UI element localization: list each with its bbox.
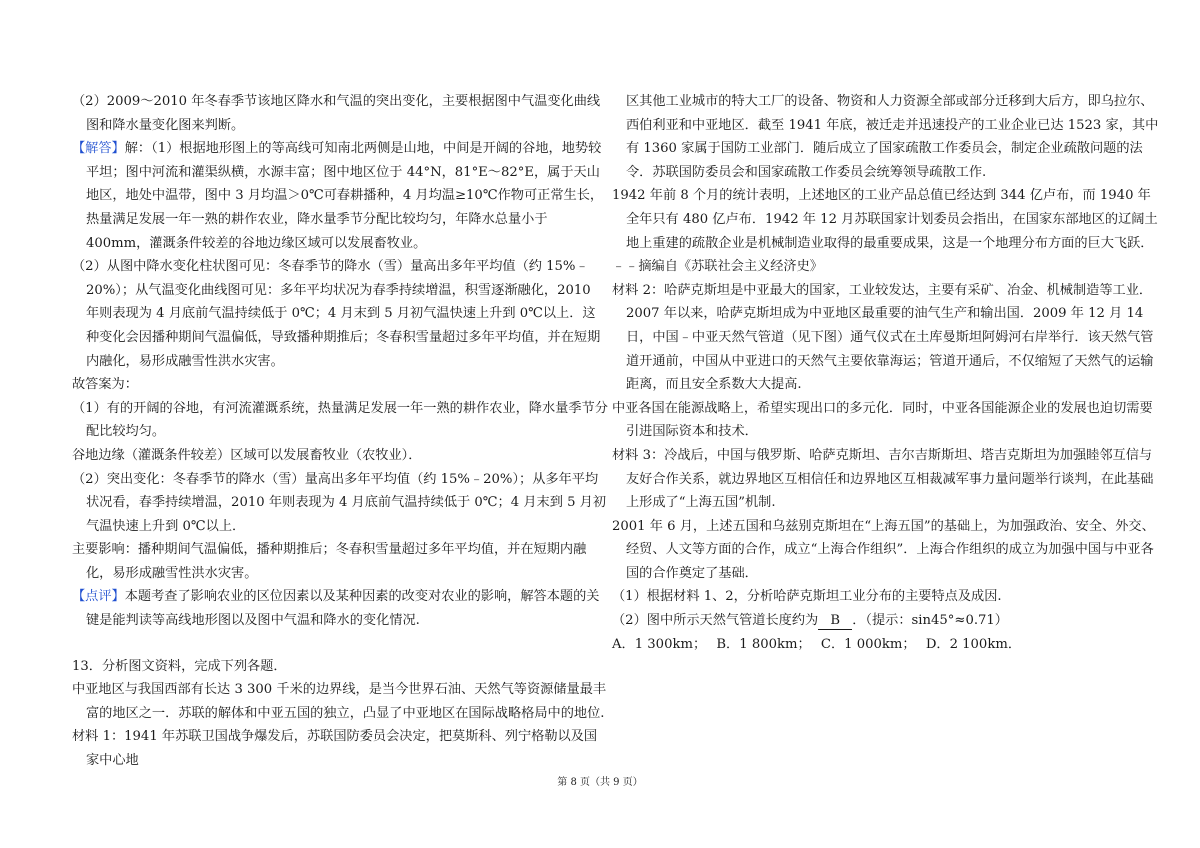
question-2-hint: ．（提示：sin45°≈0.71）	[852, 613, 1008, 629]
comment-text: 本题考查了影响农业的区位因素以及某种因素的改变对农业的影响，解答本题的关键是能判读等高线地形图以及图中气温和降水的变化情况.	[86, 589, 600, 629]
right-column	[612, 90, 1160, 656]
option-c: C．1 000km；	[820, 636, 916, 652]
question-1: （1）根据材料 1、2，分析哈萨克斯坦工业分布的主要特点及成因.	[612, 589, 1002, 605]
source-citation: ﹣﹣摘编自《苏联社会主义经济史》	[612, 259, 823, 275]
comment-tag: 【点评】	[72, 589, 125, 605]
option-d: D．2 100km．	[925, 636, 1022, 652]
answer-options	[612, 633, 1160, 657]
answer-2: （2）突出变化：冬春季节的降水（雪）量高出多年平均值（约 15%﹣20%）；从多年平均状况看，春季持续增温，2010 年则表现为 4 月底前气温持续低于 0℃；4 月末到 5 月初气温快速上升到 0℃以上．	[72, 471, 607, 534]
answer-part-2: （2）从图中降水变化柱状图可见：冬春季节的降水（雪）量高出多年平均值（约 15%﹣20%）；从气温变化曲线图可见：多年平均状况为春季持续增温，积雪逐渐融化，2010 年则表现为 4 月底前气温持续低于 0℃；4 月末到 5 月初气温快速上升到 0℃以上．这种变化会因播种期间气温偏低，导致播种期推后；冬春积雪量超过多年平均值，并在短期内融化，易形成融雪性洪水灾害。	[72, 259, 601, 369]
page-footer: 第 8 页（共 9 页）	[557, 777, 643, 788]
spacer	[72, 633, 608, 655]
comment-paragraph	[72, 585, 608, 632]
answer-text: 解：（1）根据地形图上的等高线可知南北两侧是山地，中间是开阔的谷地，地势较平坦；图中河流和灌渠纵横，水源丰富；图中地区位于 44°N，81°E～82°E，属于天山地区，地处中温带，图中 3 月均温＞0℃可春耕播种，4 月均温≥10℃作物可正常生长，热量满足发展一年一熟的耕作农业，降水量季节分配比较均匀，年降水总量小于 400mm，灌溉条件较差的谷地边缘区域可以发展畜牧业。	[86, 141, 604, 251]
answer-tag: 【解答】	[72, 141, 125, 157]
option-b: B．1 800km；	[716, 636, 811, 652]
question-13-title: 13．分析图文资料，完成下列各题．	[72, 658, 287, 674]
answer-paragraph	[72, 137, 608, 255]
question-2-answer: B	[818, 613, 852, 630]
material-1-continued: 区其他工业城市的特大工厂的设备、物资和人力资源全部或部分迁移到大后方，即乌拉尔、西伯利亚和中亚地区．截至 1941 年底，被迁走并迅速投产的工业企业已达 1523 家，其中有 1360 家属于国防工业部门．随后成立了国家疏散工作委员会，制定企业疏散问题的法令．苏联国防委员会和国家疏散工作委员会统筹领导疏散工作.	[626, 94, 1159, 180]
answer-1-extra: 谷地边缘（灌溉条件较差）区域可以发展畜牧业（农牧业）．	[72, 447, 422, 463]
material-3: 材料 3：冷战后，中国与俄罗斯、哈萨克斯坦、吉尔吉斯斯坦、塔吉克斯坦为加强睦邻互信与友好合作关系，就边界地区互相信任和边界地区互相裁减军事力量问题举行谈判，在此基础上形成了“上海五国”机制.	[612, 447, 1154, 511]
energy-strategy: 中亚各国在能源战略上，希望实现出口的多元化．同时，中亚各国能源企业的发展也迫切需要引进国际资本和技术．	[612, 400, 1153, 440]
material-2: 材料 2：哈萨克斯坦是中亚最大的国家，工业较发达，主要有采矿、冶金、机械制造等工业．2007 年以来，哈萨克斯坦成为中亚地区最重要的油气生产和输出国．2009 年 12 月 14 日，中国﹣中亚天然气管道（见下图）通气仪式在土库曼斯坦阿姆河右岸举行．该天然气管道开通前，中国从中亚进口的天然气主要依靠海运；管道开通后，不仅缩短了天然气的运输距离，而且安全系数大大提高.	[612, 282, 1154, 393]
answer-lead: 故答案为：	[72, 377, 138, 393]
answer-2-impact: 主要影响：播种期间气温偏低，播种期推后；冬春积雪量超过多年平均值，并在短期内融化，易形成融雪性洪水灾害。	[72, 542, 587, 581]
question-2-text: （2）图中所示天然气管道长度约为	[612, 613, 819, 629]
intro-paragraph: 中亚地区与我国西部有长达 3 300 千米的边界线，是当今世界石油、天然气等资源储量最丰富的地区之一．苏联的解体和中亚五国的独立，凸显了中亚地区在国际战略格局中的地位.	[72, 682, 607, 721]
question-part-2: （2）2009～2010 年冬春季节该地区降水和气温的突出变化，主要根据图中气温变化曲线图和降水量变化图来判断。	[72, 94, 601, 133]
question-2	[612, 609, 1160, 633]
material-1-start: 材料 1：1941 年苏联卫国战争爆发后，苏联国防委员会决定，把莫斯科、列宁格勒以及国家中心地	[72, 729, 598, 769]
sco-paragraph: 2001 年 6 月，上述五国和乌兹别克斯坦在“上海五国”的基础上，为加强政治、安全、外交、经贸、人文等方面的合作，成立“上海合作组织”．上海合作组织的成立为加强中国与中亚各国的合作奠定了基础．	[612, 518, 1155, 581]
left-column	[72, 90, 608, 773]
statistics-paragraph: 1942 年前 8 个月的统计表明，上述地区的工业产品总值已经达到 344 亿卢布，而 1940 年全年只有 480 亿卢布．1942 年 12 月苏联国家计划委员会指出，在国家东部地区的辽阔土地上重建的疏散企业是机械制造业取得的最重要成果，这是一个地理分布方面的巨大飞跃．	[612, 188, 1158, 251]
option-a: A．1 300km；	[612, 636, 707, 652]
answer-1: （1）有的开阔的谷地，有河流灌溉系统，热量满足发展一年一熟的耕作农业，降水量季节分配比较均匀。	[72, 400, 608, 440]
